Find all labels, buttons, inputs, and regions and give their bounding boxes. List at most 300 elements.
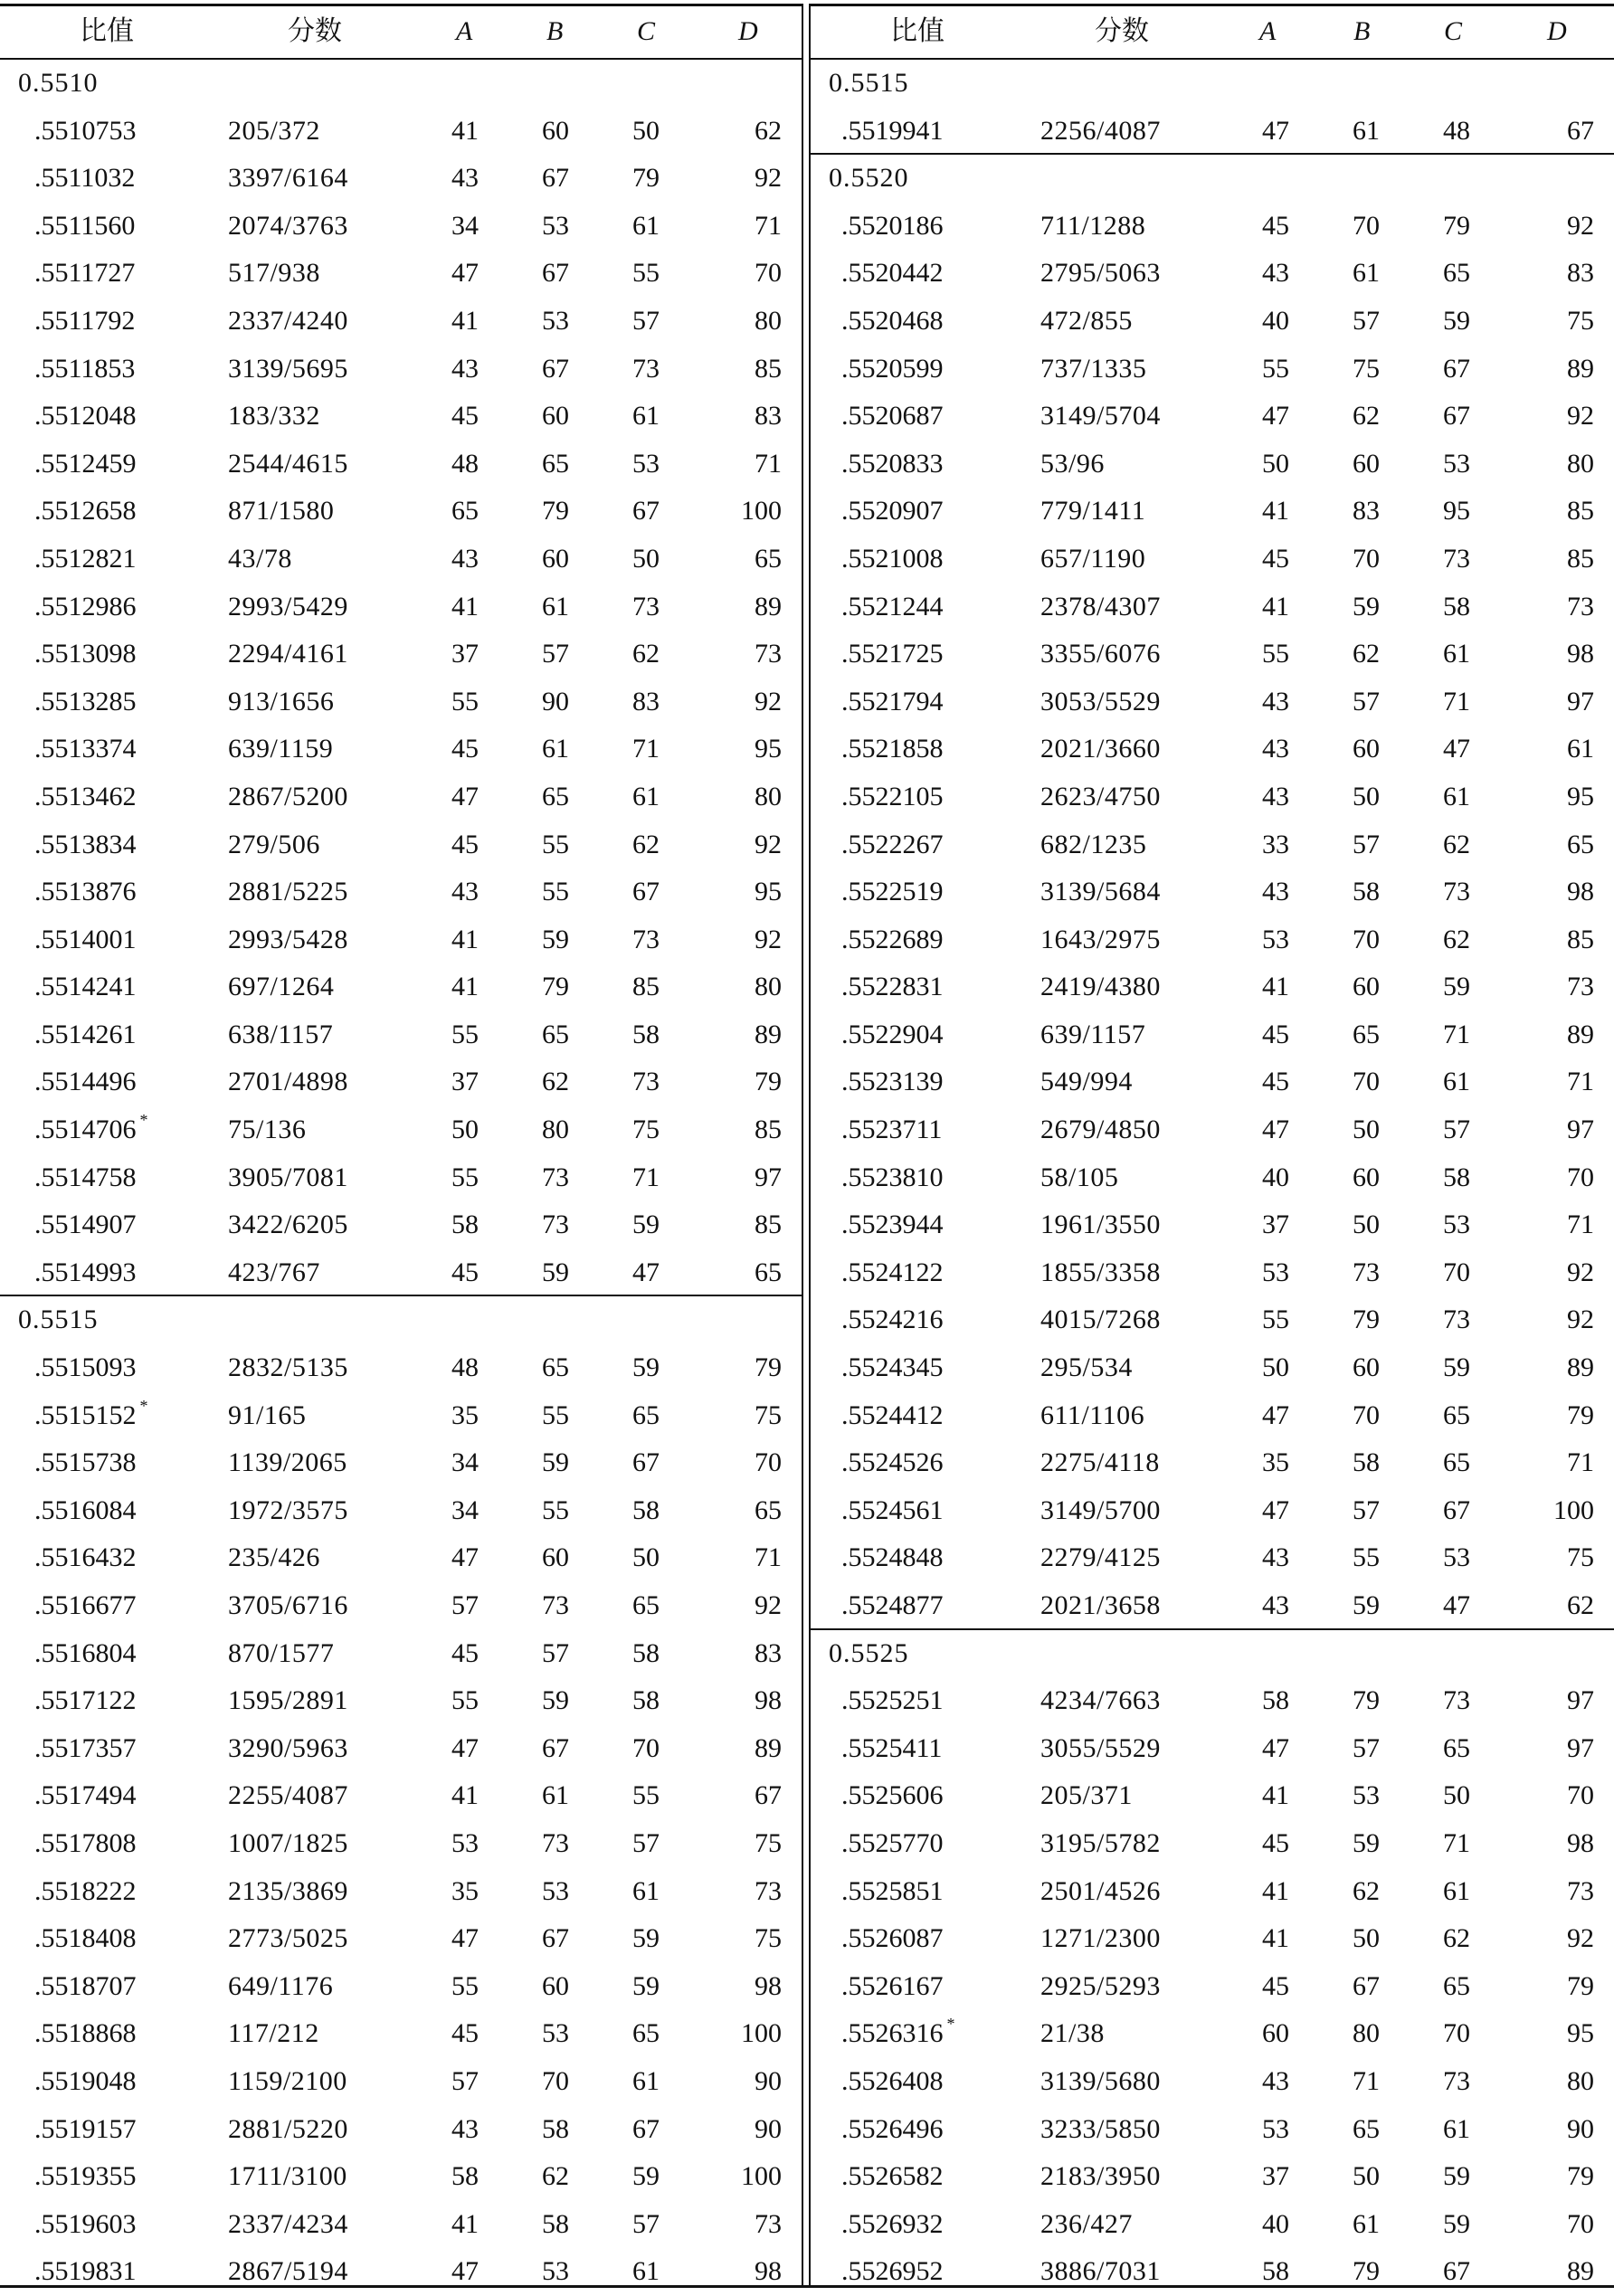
- b-cell: 60: [1353, 448, 1380, 479]
- ratio-cell: .5516677: [34, 1590, 137, 1620]
- c-cell: 50: [1443, 1780, 1470, 1811]
- group-label: 0.5520: [829, 163, 909, 194]
- c-cell: 55: [632, 1780, 660, 1811]
- b-cell: 62: [1353, 401, 1380, 432]
- ratio-cell: .5520833: [841, 448, 944, 479]
- c-cell: 65: [632, 1399, 660, 1430]
- table-row: [811, 1058, 1614, 1106]
- ratio-cell: .5522904: [841, 1019, 944, 1049]
- fraction-cell: 2832/5135: [228, 1352, 348, 1383]
- ratio-cell: .5516432: [34, 1542, 137, 1573]
- fraction-cell: 3195/5782: [1040, 1827, 1161, 1858]
- c-cell: 61: [1443, 1067, 1470, 1097]
- d-cell: 65: [755, 543, 782, 574]
- b-cell: 62: [542, 2161, 569, 2192]
- c-cell: 61: [632, 2256, 660, 2287]
- fraction-cell: 649/1176: [228, 1970, 334, 2001]
- ratio-cell: .5514001: [34, 924, 137, 954]
- fraction-cell: 3055/5529: [1040, 1732, 1161, 1763]
- a-cell: 45: [451, 1257, 479, 1287]
- c-cell: 59: [1443, 972, 1470, 1002]
- header-d: D: [738, 16, 758, 46]
- left-rows: [0, 60, 802, 2296]
- d-cell: 79: [1567, 1399, 1594, 1430]
- a-cell: 43: [1262, 781, 1289, 811]
- ratio-cell: .5514907: [34, 1210, 137, 1240]
- bottom-rule: [0, 2285, 1614, 2288]
- c-cell: 95: [1443, 496, 1470, 527]
- b-cell: 53: [542, 2256, 569, 2287]
- c-cell: 73: [1443, 877, 1470, 907]
- table-row: [0, 1582, 802, 1630]
- table-row: [811, 1201, 1614, 1249]
- table-row: [811, 773, 1614, 821]
- fraction-cell: 1972/3575: [228, 1494, 348, 1525]
- d-cell: 92: [755, 163, 782, 194]
- d-cell: 90: [755, 2065, 782, 2096]
- table-row: [811, 1439, 1614, 1487]
- c-cell: 59: [1443, 1352, 1470, 1383]
- b-cell: 53: [542, 210, 569, 241]
- table-row: [811, 1677, 1614, 1725]
- d-cell: 70: [755, 258, 782, 289]
- b-cell: 58: [542, 2208, 569, 2239]
- ratio-cell: .5519941: [841, 115, 944, 146]
- table-row: [811, 203, 1614, 251]
- table-row: [0, 583, 802, 631]
- fraction-cell: 3233/5850: [1040, 2113, 1161, 2144]
- table-row: [0, 1772, 802, 1820]
- ratio-cell: .5514758: [34, 1162, 137, 1192]
- d-cell: 92: [1567, 1305, 1594, 1335]
- ratio-cell: .5521008: [841, 543, 944, 574]
- ratio-cell: .5518222: [34, 1875, 137, 1906]
- ratio-cell: .5517357: [34, 1732, 137, 1763]
- c-cell: 58: [632, 1019, 660, 1049]
- ratio-cell: .5524345: [841, 1352, 944, 1383]
- table-row: [0, 108, 802, 156]
- c-cell: 57: [632, 2208, 660, 2239]
- d-cell: 70: [1567, 2208, 1594, 2239]
- table-row: [811, 726, 1614, 773]
- c-cell: 70: [1443, 2018, 1470, 2049]
- d-cell: 98: [1567, 639, 1594, 669]
- c-cell: 65: [632, 2018, 660, 2049]
- fraction-cell: 2021/3658: [1040, 1590, 1161, 1620]
- table-row: [811, 1011, 1614, 1059]
- table-row: [0, 2201, 802, 2249]
- ratio-cell: .5525251: [841, 1685, 944, 1716]
- b-cell: 55: [542, 829, 569, 859]
- fraction-cell: 2544/4615: [228, 448, 348, 479]
- fraction-cell: 1139/2065: [228, 1447, 347, 1478]
- b-cell: 65: [1353, 2113, 1380, 2144]
- c-cell: 61: [632, 210, 660, 241]
- b-cell: 58: [542, 2113, 569, 2144]
- fraction-cell: 638/1157: [228, 1019, 334, 1049]
- ratio-cell: .5521244: [841, 591, 944, 621]
- a-cell: 41: [1262, 591, 1289, 621]
- table-row: [811, 1344, 1614, 1392]
- table-row: [811, 1963, 1614, 2011]
- asterisk-mark: *: [946, 2015, 955, 2034]
- d-cell: 85: [755, 1210, 782, 1240]
- b-cell: 65: [542, 1352, 569, 1383]
- b-cell: 70: [1353, 210, 1380, 241]
- table-row: [811, 1582, 1614, 1630]
- header-c: C: [1444, 16, 1463, 46]
- a-cell: 57: [451, 2065, 479, 2096]
- d-cell: 79: [1567, 1970, 1594, 2001]
- fraction-cell: 205/372: [228, 115, 320, 146]
- b-cell: 71: [1353, 2065, 1380, 2096]
- d-cell: 75: [755, 1827, 782, 1858]
- fraction-cell: 913/1656: [228, 686, 335, 716]
- d-cell: 71: [1567, 1447, 1594, 1478]
- group-row: [811, 1630, 1614, 1678]
- c-cell: 85: [632, 972, 660, 1002]
- d-cell: 89: [755, 591, 782, 621]
- ratio-cell: .5521725: [841, 639, 944, 669]
- c-cell: 73: [1443, 543, 1470, 574]
- ratio-cell: .5524412: [841, 1399, 944, 1430]
- d-cell: 98: [1567, 1827, 1594, 1858]
- d-cell: 65: [1567, 829, 1594, 859]
- a-cell: 47: [451, 1542, 479, 1573]
- b-cell: 57: [1353, 829, 1380, 859]
- table-row: [0, 1915, 802, 1963]
- c-cell: 67: [632, 877, 660, 907]
- c-cell: 73: [632, 353, 660, 384]
- a-cell: 60: [1262, 2018, 1289, 2049]
- a-cell: 55: [451, 1685, 479, 1716]
- d-cell: 70: [1567, 1780, 1594, 1811]
- fraction-cell: 1961/3550: [1040, 1210, 1161, 1240]
- ratio-cell: .5513285: [34, 686, 137, 716]
- b-cell: 67: [542, 1923, 569, 1954]
- c-cell: 67: [632, 496, 660, 527]
- c-cell: 67: [1443, 2256, 1470, 2287]
- a-cell: 41: [451, 2208, 479, 2239]
- c-cell: 65: [1443, 1732, 1470, 1763]
- a-cell: 45: [451, 734, 479, 764]
- a-cell: 45: [1262, 543, 1289, 574]
- fraction-cell: 2679/4850: [1040, 1115, 1161, 1145]
- d-cell: 95: [1567, 781, 1594, 811]
- d-cell: 97: [1567, 686, 1594, 716]
- b-cell: 70: [542, 2065, 569, 2096]
- table-row: [0, 1439, 802, 1487]
- table-row: [0, 1630, 802, 1678]
- ratio-cell: .5524848: [841, 1542, 944, 1573]
- right-rows: [811, 60, 1614, 2296]
- fraction-cell: 2337/4234: [228, 2208, 348, 2239]
- c-cell: 58: [632, 1637, 660, 1668]
- a-cell: 47: [1262, 1494, 1289, 1525]
- fraction-cell: 1855/3358: [1040, 1257, 1161, 1287]
- ratio-cell: .5516084: [34, 1494, 137, 1525]
- a-cell: 45: [1262, 210, 1289, 241]
- ratio-cell: .5518868: [34, 2018, 137, 2049]
- fraction-cell: 3290/5963: [228, 1732, 348, 1763]
- table-row: [811, 346, 1614, 394]
- table-row: [0, 678, 802, 726]
- a-cell: 47: [1262, 1115, 1289, 1145]
- ratio-cell: .5512658: [34, 496, 137, 527]
- ratio-cell: .5514706 *: [34, 1111, 148, 1145]
- fraction-cell: 3355/6076: [1040, 639, 1161, 669]
- b-cell: 60: [1353, 734, 1380, 764]
- b-cell: 57: [542, 639, 569, 669]
- c-cell: 61: [632, 1875, 660, 1906]
- b-cell: 57: [542, 1637, 569, 1668]
- d-cell: 92: [1567, 1923, 1594, 1954]
- d-cell: 85: [1567, 543, 1594, 574]
- table-row: [811, 868, 1614, 916]
- table-row: [0, 1154, 802, 1202]
- d-cell: 73: [755, 2208, 782, 2239]
- c-cell: 61: [632, 2065, 660, 2096]
- ratio-cell: .5526582: [841, 2161, 944, 2192]
- asterisk-mark: *: [139, 1396, 148, 1415]
- a-cell: 41: [451, 591, 479, 621]
- fraction-cell: 2255/4087: [228, 1780, 348, 1811]
- a-cell: 58: [1262, 2256, 1289, 2287]
- b-cell: 73: [542, 1210, 569, 1240]
- ratio-cell: .5519048: [34, 2065, 137, 2096]
- b-cell: 60: [542, 543, 569, 574]
- a-cell: 34: [451, 1447, 479, 1478]
- a-cell: 37: [1262, 1210, 1289, 1240]
- a-cell: 35: [451, 1399, 479, 1430]
- b-cell: 62: [1353, 639, 1380, 669]
- c-cell: 79: [632, 163, 660, 194]
- header-fraction: 分数: [288, 15, 342, 47]
- a-cell: 41: [1262, 1875, 1289, 1906]
- ratio-cell: .5525851: [841, 1875, 944, 1906]
- table-row: [0, 1011, 802, 1059]
- b-cell: 67: [542, 258, 569, 289]
- a-cell: 35: [1262, 1447, 1289, 1478]
- fraction-cell: 53/96: [1040, 448, 1105, 479]
- b-cell: 70: [1353, 924, 1380, 954]
- table-row: [0, 2010, 802, 2058]
- ratio-cell: .5523810: [841, 1162, 944, 1192]
- table-row: [0, 1487, 802, 1535]
- fraction-cell: 2773/5025: [228, 1923, 348, 1954]
- fraction-cell: 2419/4380: [1040, 972, 1161, 1002]
- ratio-cell: .5525411: [841, 1732, 943, 1763]
- c-cell: 70: [632, 1732, 660, 1763]
- c-cell: 71: [1443, 686, 1470, 716]
- fraction-cell: 2183/3950: [1040, 2161, 1161, 2192]
- c-cell: 62: [1443, 829, 1470, 859]
- a-cell: 50: [451, 1115, 479, 1145]
- a-cell: 50: [1262, 1352, 1289, 1383]
- fraction-cell: 2021/3660: [1040, 734, 1161, 764]
- fraction-cell: 58/105: [1040, 1162, 1119, 1192]
- b-cell: 59: [542, 1257, 569, 1287]
- a-cell: 43: [451, 877, 479, 907]
- b-cell: 67: [542, 353, 569, 384]
- group-label: 0.5515: [18, 1305, 99, 1335]
- fraction-cell: 4234/7663: [1040, 1685, 1161, 1716]
- ratio-cell: .5526087: [841, 1923, 944, 1954]
- c-cell: 58: [1443, 591, 1470, 621]
- a-cell: 43: [1262, 1542, 1289, 1573]
- a-cell: 45: [1262, 1067, 1289, 1097]
- fraction-cell: 3705/6716: [228, 1590, 348, 1620]
- right-column: [811, 0, 1614, 2290]
- a-cell: 43: [451, 543, 479, 574]
- a-cell: 43: [1262, 1590, 1289, 1620]
- b-cell: 62: [1353, 1875, 1380, 1906]
- table-row: [811, 2248, 1614, 2296]
- a-cell: 55: [1262, 353, 1289, 384]
- ratio-cell: .5524877: [841, 1590, 944, 1620]
- b-cell: 62: [542, 1067, 569, 1097]
- d-cell: 92: [755, 1590, 782, 1620]
- table-row: [0, 298, 802, 346]
- ratio-cell: .5521858: [841, 734, 944, 764]
- fraction-cell: 472/855: [1040, 305, 1133, 336]
- d-cell: 98: [755, 1685, 782, 1716]
- c-cell: 59: [1443, 2161, 1470, 2192]
- ratio-cell: .5526167: [841, 1970, 944, 2001]
- fraction-cell: 3149/5700: [1040, 1494, 1161, 1525]
- fraction-cell: 611/1106: [1040, 1399, 1145, 1430]
- c-cell: 55: [632, 258, 660, 289]
- a-cell: 58: [1262, 1685, 1289, 1716]
- table-row: [0, 1963, 802, 2011]
- ratio-cell: .5526316 *: [841, 2015, 955, 2049]
- b-cell: 50: [1353, 1923, 1380, 1954]
- a-cell: 41: [1262, 496, 1289, 527]
- fraction-cell: 205/371: [1040, 1780, 1133, 1811]
- fraction-cell: 236/427: [1040, 2208, 1133, 2239]
- fraction-cell: 1595/2891: [228, 1685, 348, 1716]
- c-cell: 70: [1443, 1257, 1470, 1287]
- d-cell: 70: [755, 1447, 782, 1478]
- ratio-cell: .5514241: [34, 972, 137, 1002]
- d-cell: 73: [755, 1875, 782, 1906]
- table-row: [811, 298, 1614, 346]
- c-cell: 67: [632, 1447, 660, 1478]
- fraction-cell: 21/38: [1040, 2018, 1105, 2049]
- a-cell: 37: [451, 1067, 479, 1097]
- b-cell: 57: [1353, 305, 1380, 336]
- c-cell: 59: [1443, 305, 1470, 336]
- table-row: [0, 1201, 802, 1249]
- c-cell: 48: [1443, 115, 1470, 146]
- fraction-cell: 697/1264: [228, 972, 335, 1002]
- c-cell: 62: [632, 639, 660, 669]
- fraction-cell: 2993/5428: [228, 924, 348, 954]
- b-cell: 79: [1353, 2256, 1380, 2287]
- fraction-cell: 2867/5200: [228, 781, 348, 811]
- ratio-cell: .5516804: [34, 1637, 137, 1668]
- a-cell: 43: [451, 2113, 479, 2144]
- fraction-cell: 549/994: [1040, 1067, 1133, 1097]
- table-row: [0, 488, 802, 536]
- b-cell: 57: [1353, 686, 1380, 716]
- c-cell: 71: [1443, 1827, 1470, 1858]
- a-cell: 53: [1262, 1257, 1289, 1287]
- b-cell: 70: [1353, 1067, 1380, 1097]
- header-b: B: [546, 16, 564, 46]
- b-cell: 59: [542, 1447, 569, 1478]
- d-cell: 85: [755, 1115, 782, 1145]
- ratio-cell: .5522105: [841, 781, 944, 811]
- table-row: [811, 1725, 1614, 1773]
- c-cell: 65: [1443, 258, 1470, 289]
- header-ratio: 比值: [890, 15, 945, 47]
- a-cell: 43: [1262, 258, 1289, 289]
- table-row: [0, 1392, 802, 1440]
- ratio-cell: .5517122: [34, 1685, 137, 1716]
- c-cell: 47: [1443, 734, 1470, 764]
- d-cell: 73: [1567, 972, 1594, 1002]
- ratio-cell: .5524122: [841, 1257, 944, 1287]
- fraction-cell: 1711/3100: [228, 2161, 347, 2192]
- a-cell: 41: [1262, 972, 1289, 1002]
- a-cell: 45: [451, 401, 479, 432]
- table-row: [0, 536, 802, 583]
- c-cell: 59: [632, 1210, 660, 1240]
- ratio-cell: .5514261: [34, 1019, 137, 1049]
- a-cell: 47: [1262, 1732, 1289, 1763]
- d-cell: 80: [1567, 2065, 1594, 2096]
- fraction-cell: 3397/6164: [228, 163, 348, 194]
- d-cell: 71: [755, 448, 782, 479]
- b-cell: 50: [1353, 2161, 1380, 2192]
- ratio-cell: .5512821: [34, 543, 137, 574]
- c-cell: 73: [1443, 1685, 1470, 1716]
- c-cell: 71: [632, 1162, 660, 1192]
- c-cell: 53: [1443, 1542, 1470, 1573]
- table-row: [811, 2010, 1614, 2058]
- ratio-cell: .5523139: [841, 1067, 944, 1097]
- fraction-cell: 517/938: [228, 258, 320, 289]
- table-row: [811, 1249, 1614, 1297]
- fraction-cell: 2867/5194: [228, 2256, 348, 2287]
- b-cell: 60: [542, 1542, 569, 1573]
- b-cell: 50: [1353, 781, 1380, 811]
- ratio-cell: .5517494: [34, 1780, 137, 1811]
- fraction-cell: 2925/5293: [1040, 1970, 1161, 2001]
- a-cell: 45: [451, 1637, 479, 1668]
- d-cell: 92: [755, 829, 782, 859]
- d-cell: 97: [1567, 1732, 1594, 1763]
- b-cell: 53: [542, 305, 569, 336]
- a-cell: 50: [1262, 448, 1289, 479]
- ratio-cell: .5513876: [34, 877, 137, 907]
- d-cell: 95: [755, 734, 782, 764]
- c-cell: 53: [1443, 1210, 1470, 1240]
- b-cell: 80: [542, 1115, 569, 1145]
- b-cell: 65: [542, 1019, 569, 1049]
- fraction-cell: 2337/4240: [228, 305, 348, 336]
- table-row: [811, 631, 1614, 678]
- fraction-cell: 183/332: [228, 401, 320, 432]
- a-cell: 47: [451, 1732, 479, 1763]
- table-row: [811, 1772, 1614, 1820]
- table-row: [811, 963, 1614, 1011]
- ratio-cell: .5522519: [841, 877, 944, 907]
- ratio-cell: .5514496: [34, 1067, 137, 1097]
- a-cell: 45: [1262, 1019, 1289, 1049]
- header-b: B: [1353, 16, 1371, 46]
